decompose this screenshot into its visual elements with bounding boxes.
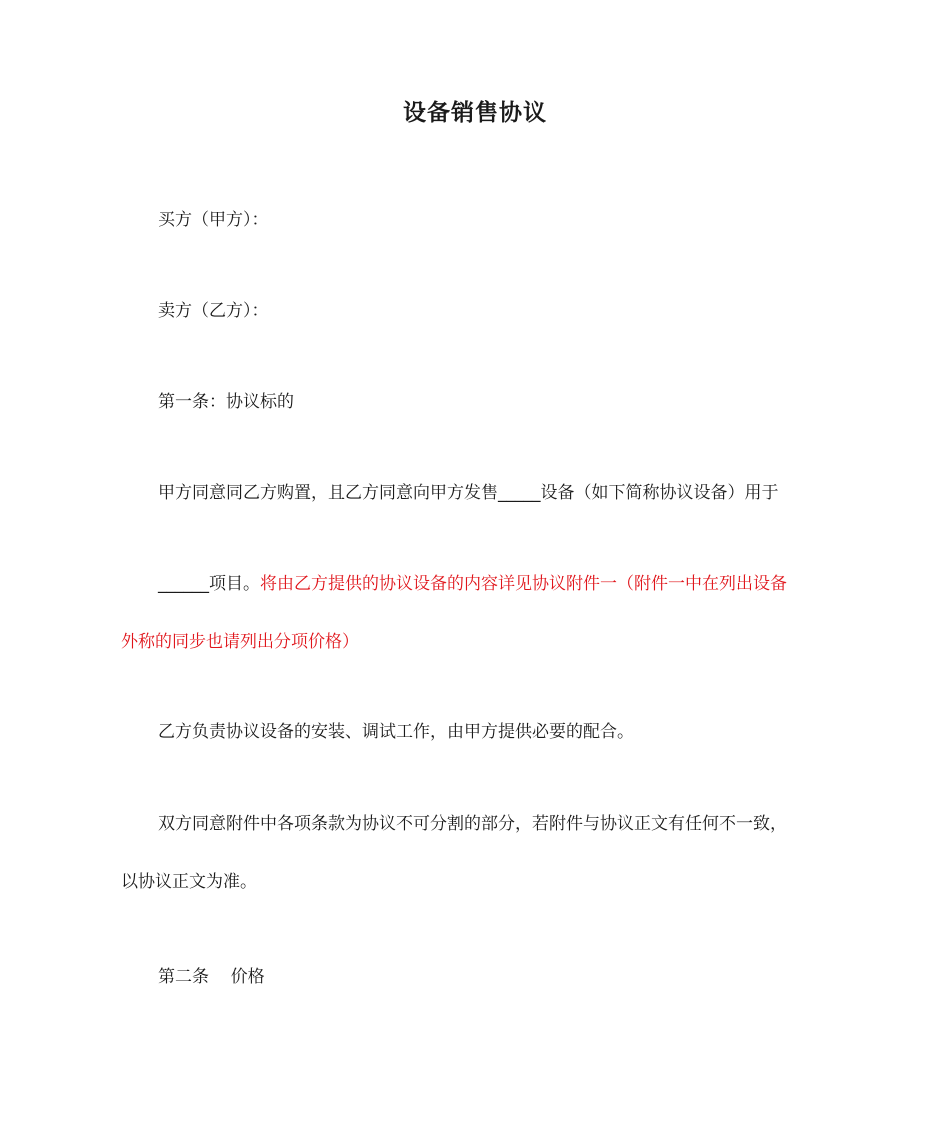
paragraph-3-line-1: 双方同意附件中各项条款为协议不可分割的部分，若附件与协议正文有任何不一致， (158, 814, 787, 834)
article-1-heading: 第一条：协议标的 (158, 392, 294, 412)
paragraph-3-line-2: 以协议正文为准。 (121, 872, 257, 892)
seller-label: 卖方（乙方）： (158, 301, 269, 321)
paragraph-2: 乙方负责协议设备的安装、调试工作，由甲方提供必要的配合。 (158, 722, 634, 742)
paragraph-1-line-2 (158, 572, 787, 596)
paragraph-1-line-2-highlight: 将由乙方提供的协议设备的内容详见协议附件一（附件一中在列出设备 (260, 574, 787, 594)
buyer-label: 买方（甲方）： (158, 210, 269, 230)
paragraph-1-line-2-prefix: ______项目。 (158, 574, 260, 594)
article-2-heading: 第二条 价格 (158, 967, 265, 987)
paragraph-1-line-1: 甲方同意同乙方购置，且乙方同意向甲方发售_____设备（如下简称协议设备）用于 (158, 483, 779, 503)
paragraph-1-line-3-highlight: 外称的同步也请列出分项价格） (121, 632, 359, 652)
document-title: 设备销售协议 (403, 100, 547, 126)
